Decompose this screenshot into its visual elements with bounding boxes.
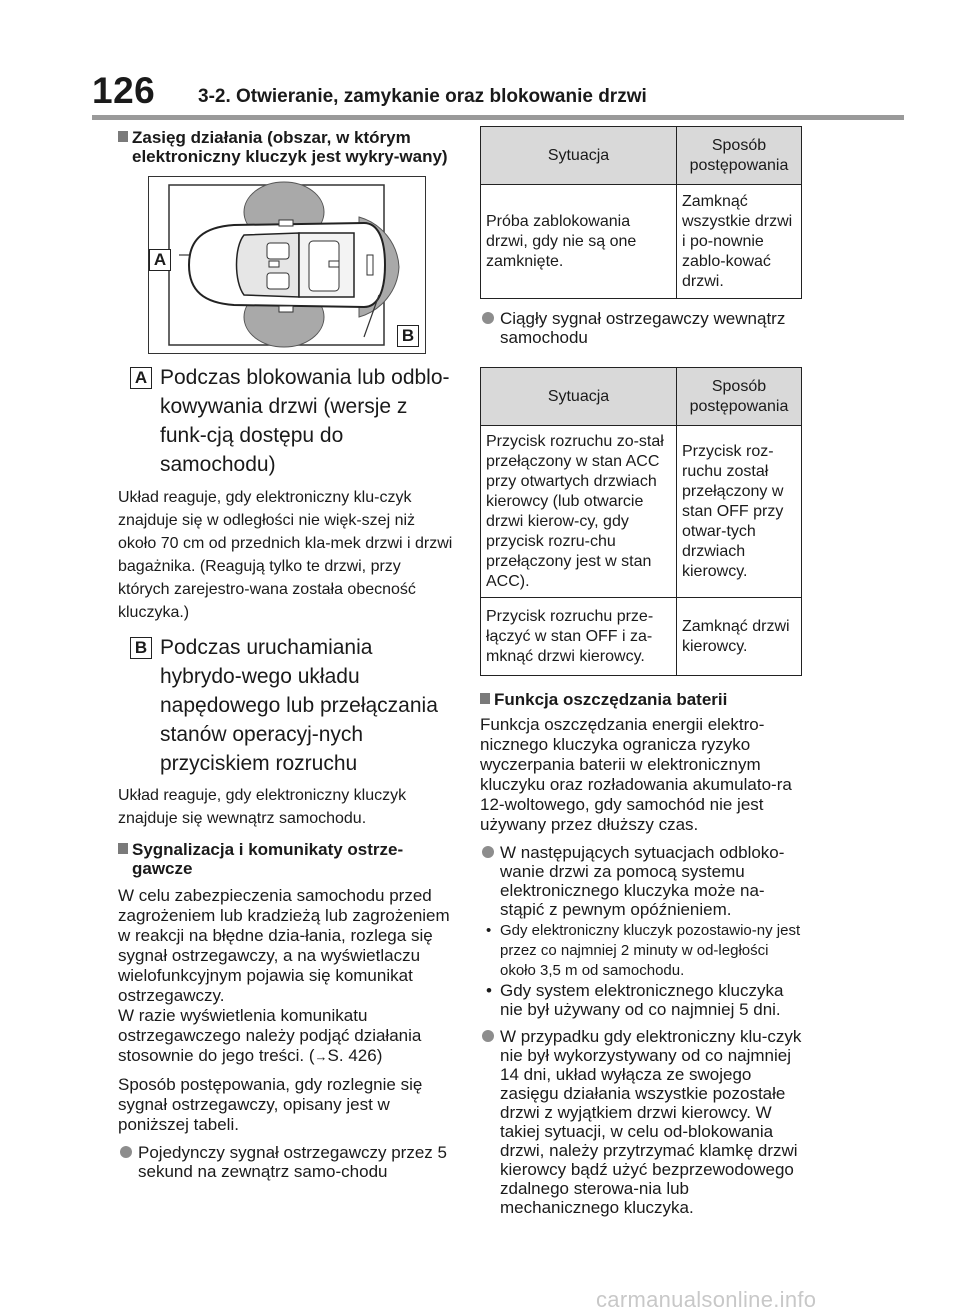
table-row <box>481 185 802 299</box>
table-header-action: Sposób postępowania <box>677 127 802 185</box>
battery-heading: Funkcja oszczędzania baterii <box>480 690 802 709</box>
diagram-label-a: A <box>149 249 171 271</box>
item-b-title: Podczas uruchamiania hybrydo-wego układu napędowego lub przełączania stanów operacyj-nych przyciskiem rozruchu <box>160 636 438 775</box>
right-column <box>480 126 802 1217</box>
battery-sub-bullet-1: • Gdy elektroniczny kluczyk pozostawio-ny jest przez co najmniej 2 minuty w od-ległości około 3,5 m od samochodu. <box>486 922 801 979</box>
bullet-continuous-signal: Ciągły sygnał ostrzegawczy wewnątrz samochodu <box>480 309 802 347</box>
signals-heading: Sygnalizacja i komunikaty ostrze-gawcze <box>118 840 456 878</box>
round-bullet-icon <box>482 312 494 324</box>
table-header-situation: Sytuacja <box>481 127 677 185</box>
page-reference-link[interactable]: S. 426) <box>327 1046 383 1065</box>
table-cell-situation: Przycisk rozruchu prze-łączyć w stan OFF i za-mknąć drzwi kierowcy. <box>481 598 677 676</box>
battery-sub-bullet-2: • Gdy system elektronicznego kluczyka nie był używany od co najmniej 5 dni. <box>486 981 784 1019</box>
header-rule <box>92 115 904 120</box>
square-bullet-icon <box>480 693 490 704</box>
item-b-body: Układ reaguje, gdy elektroniczny kluczyk znajduje się wewnątrz samochodu. <box>118 787 407 827</box>
battery-bullet-disable: W przypadku gdy elektroniczny klu-czyk nie był wykorzystywany od co najmniej 14 dni, układ wyłącza ze swojego zasięgu działania wszystkie pozostałe drzwi z wyjątkiem drzwi kierowcy. W takiej sytuacji, w celu od-blokowania drzwi, należy przytrzymać klamkę drzwi kierowcy bądź użyć bezprzewodowego zdalnego sterowa-nia lub mechanicznego kluczyka. <box>480 1027 802 1217</box>
square-bullet-icon <box>118 131 128 142</box>
signals-body-2: W razie wyświetlenia komunikatu ostrzegawczego należy podjąć działania stosownie do jego treści. (→S. 426) <box>118 1006 422 1065</box>
table-single-signal <box>480 126 802 299</box>
table-cell-action: Zamknąć wszystkie drzwi i po-nownie zablo-kować drzwi. <box>677 185 802 299</box>
table-row <box>481 426 802 598</box>
item-a-letter: A <box>130 367 152 389</box>
signals-body-3: Sposób postępowania, gdy rozlegnie się sygnał ostrzegawczy, opisany jest w poniższej tabeli. <box>118 1075 423 1134</box>
table-cell-situation: Przycisk rozruchu zo-stał przełączony w stan ACC przy otwartych drzwiach kierowcy (lub otwarcie drzwi kierow-cy, gdy przycisk rozru-chu przełączony jest w stan ACC). <box>481 426 677 598</box>
item-b-letter: B <box>130 637 152 659</box>
table-row <box>481 598 802 676</box>
diagram-label-b: B <box>397 325 419 347</box>
left-column <box>118 126 456 1181</box>
round-bullet-icon <box>120 1146 132 1158</box>
table-cell-situation: Próba zablokowania drzwi, gdy nie są one zamknięte. <box>481 185 677 299</box>
bullet-single-signal: Pojedynczy sygnał ostrzegawczy przez 5 sekund na zewnątrz samo-chodu <box>118 1143 456 1181</box>
item-a-body: Układ reaguje, gdy elektroniczny klu-czyk znajduje się w odległości nie więk-szej niż około 70 cm od przednich kla-mek drzwi i drzwi bagażnika. (Reagują tylko te drzwi, przy których zarejestro-wana została obecność kluczyka.) <box>118 489 453 621</box>
round-bullet-icon <box>482 846 494 858</box>
table-header-row <box>481 368 802 426</box>
table-continuous-signal <box>480 367 802 676</box>
car-diagram-svg <box>149 177 424 352</box>
signals-body-1: W celu zabezpieczenia samochodu przed zagrożeniem lub kradzieżą lub zagrożeniem w reakcji na błędne dzia-łania, rozlega się sygnał ostrzegawczy, a na wyświetlaczu wielofunkcyjnym pojawia się komunikat ostrzegawczy. <box>118 886 450 1005</box>
range-heading: Zasięg działania (obszar, w którym elektroniczny kluczyk jest wykry-wany) <box>118 128 456 166</box>
item-b <box>118 633 456 778</box>
square-bullet-icon <box>118 843 128 854</box>
page-number: 126 <box>92 70 156 111</box>
table-header-situation: Sytuacja <box>481 368 677 426</box>
round-bullet-icon <box>482 1030 494 1042</box>
item-a <box>118 363 456 479</box>
table-cell-action: Zamknąć drzwi kierowcy. <box>677 598 802 676</box>
section-title: 3-2. Otwieranie, zamykanie oraz blokowanie drzwi <box>198 86 647 107</box>
battery-body: Funkcja oszczędzania energii elektro-nicznego kluczyka ogranicza ryzyko wyczerpania baterii w elektronicznym kluczyku oraz rozładowania akumulato-ra 12-woltowego, gdy samochód nie jest używany przez dłuższy czas. <box>480 715 792 834</box>
item-a-title: Podczas blokowania lub odblo-kowywania drzwi (wersje z funk-cją dostępu do samochodu) <box>160 366 450 476</box>
watermark: carmanualsonline.info <box>596 1287 817 1312</box>
table-header-row <box>481 127 802 185</box>
battery-bullet-delay: W następujących sytuacjach odbloko-wanie drzwi za pomocą systemu elektronicznego kluczyka może na-stąpić z pewnym opóźnieniem. <box>480 843 802 919</box>
reference-arrow-icon: → <box>314 1049 328 1064</box>
car-range-diagram <box>148 176 426 354</box>
table-header-action: Sposób postępowania <box>677 368 802 426</box>
table-cell-action: Przycisk roz-ruchu został przełączony w stan OFF przy otwar-tych drzwiach kierowcy. <box>677 426 802 598</box>
